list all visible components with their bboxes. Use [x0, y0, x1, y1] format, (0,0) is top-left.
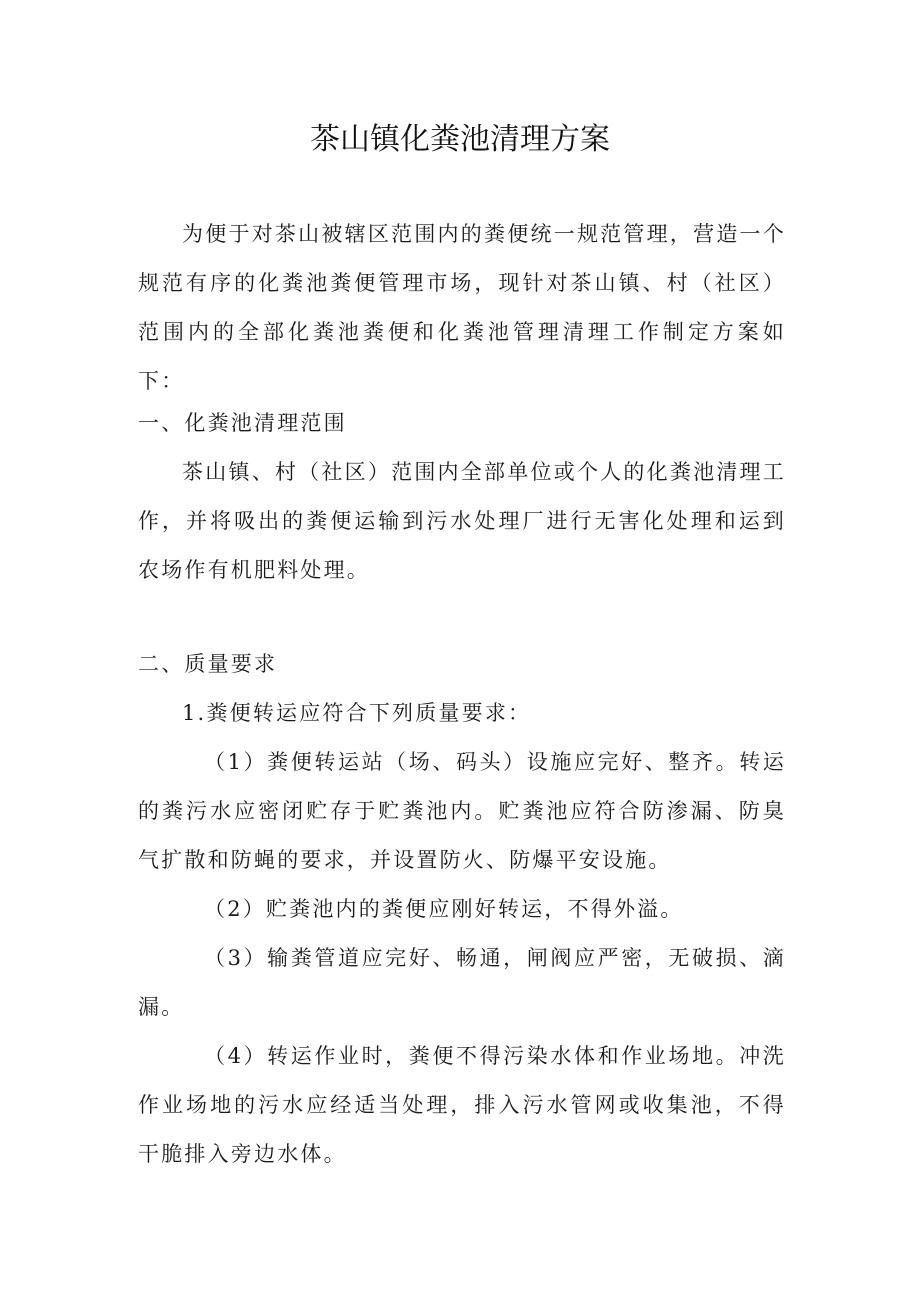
intro-text: 为便于对茶山被辖区范围内的粪便统一规范管理，营造一个规范有序的化粪池粪便管理市场，现针对茶山镇、村（社区）范围内的全部化粪池粪便和化粪池管理清理工作制定方案如下： [138, 222, 786, 393]
section2-content [138, 689, 786, 1179]
section1-text: 茶山镇、村（社区）范围内全部单位或个人的化粪池清理工作，并将吸出的粪便运输到污水处理厂进行无害化处理和运到农场作有机肥料处理。 [138, 460, 786, 582]
section1-heading: 一、化粪池清理范围 [138, 411, 347, 435]
section2-sub4: （4）转运作业时，粪便不得污染水体和作业场地。冲洗作业场地的污水应经适当处理，排入污水管网或收集池，不得干脆排入旁边水体。 [138, 1044, 786, 1166]
section2-sub2: （2）贮粪池内的粪便应刚好转运，不得外溢。 [204, 897, 684, 921]
section1-paragraph [138, 448, 786, 595]
intro-paragraph [138, 210, 786, 406]
section2-heading: 二、质量要求 [138, 652, 278, 676]
document-title: 茶山镇化粪池清理方案 [310, 122, 610, 157]
section2-sub3: （3）输粪管道应完好、畅通，闸阀应严密，无破损、滴漏。 [138, 946, 786, 1019]
section2-sub1: （1）粪便转运站（场、码头）设施应完好、整齐。转运的粪污水应密闭贮存于贮粪池内。贮粪池应符合防渗漏、防臭气扩散和防蝇的要求，并设置防火、防爆平安设施。 [138, 750, 786, 872]
section2-item1: 1.粪便转运应符合下列质量要求： [182, 701, 532, 725]
